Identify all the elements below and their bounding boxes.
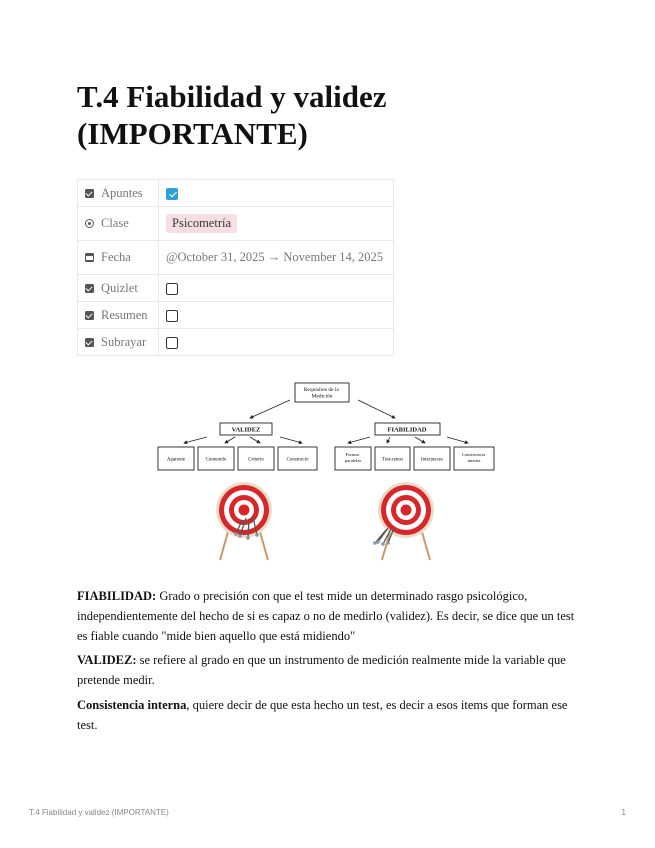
select-property-icon <box>85 219 94 228</box>
property-key: Resumen <box>101 307 148 322</box>
property-subrayar <box>78 329 394 356</box>
property-resumen <box>78 302 394 329</box>
measurement-requirements-diagram <box>150 380 510 565</box>
quizlet-checkbox[interactable] <box>166 283 178 295</box>
fecha-value[interactable]: @October 31, 2025 → November 14, 2025 <box>166 250 384 264</box>
diagram-child-line: interna <box>467 458 481 463</box>
right-target-icon <box>373 482 434 560</box>
diagram-validez-child: Contenido <box>205 457 227 463</box>
paragraph-validez <box>77 650 577 690</box>
diagram-fiabilidad-child-multiline <box>345 452 362 463</box>
resumen-checkbox[interactable] <box>166 310 178 322</box>
checkbox-property-icon <box>85 284 94 293</box>
property-key: Quizlet <box>101 280 138 295</box>
calendar-property-icon <box>85 253 94 262</box>
apuntes-checkbox[interactable] <box>166 188 178 200</box>
diagram-child-line: paralelas <box>344 458 362 463</box>
page-title: T.4 Fiabilidad y validez (IMPORTANTE) <box>77 79 387 151</box>
diagram-validez-label: VALIDEZ <box>231 426 261 434</box>
paragraph-consistencia <box>77 695 577 735</box>
property-quizlet <box>78 275 394 302</box>
diagram-validez-child: Constructo <box>286 457 309 463</box>
term-consistencia: Consistencia interna <box>77 698 187 712</box>
property-clase <box>78 207 394 241</box>
clase-tag[interactable]: Psicometría <box>166 214 237 233</box>
diagram-validez-child: Aparente <box>166 457 186 463</box>
properties-table <box>77 179 394 356</box>
diagram-child-line: Consistencia <box>461 452 486 457</box>
property-key: Clase <box>101 216 129 230</box>
property-key: Subrayar <box>101 334 147 349</box>
footer-title: T.4 Fiabilidad y validez (IMPORTANTE) <box>29 808 169 817</box>
subrayar-checkbox[interactable] <box>166 337 178 349</box>
diagram-fiabilidad-child: Test-retest <box>382 457 403 463</box>
diagram-fiabilidad-label: FIABILIDAD <box>387 426 427 434</box>
checkbox-property-icon <box>85 189 94 198</box>
diagram-root-line: Requisitos de la <box>303 387 339 393</box>
diagram-validez-child: Criterio <box>248 457 264 463</box>
property-key: Apuntes <box>101 185 143 200</box>
term-fiabilidad: FIABILIDAD: <box>77 589 157 603</box>
footer-page-number: 1 <box>621 808 626 817</box>
diagram-child-line: Formas <box>345 452 360 457</box>
property-fecha <box>78 241 394 275</box>
diagram-fiabilidad-child: Interjueces <box>421 457 443 463</box>
property-key: Fecha <box>101 250 131 264</box>
definition-consistencia: , quiere decir de que esta hecho un test, es decir a esos items que forman ese test. <box>77 698 568 732</box>
term-validez: VALIDEZ: <box>77 653 137 667</box>
definition-fiabilidad: Grado o precisión con que el test mide un determinado rasgo psicológico, independientemente del hecho de si es capaz o no de medirlo (validez). Es decir, se dice que un test es fiable cuando "mide bien aquello que está midiendo" <box>77 589 575 643</box>
checkbox-property-icon <box>85 338 94 347</box>
checkbox-property-icon <box>85 311 94 320</box>
diagram-root-line: Medición <box>311 393 333 400</box>
property-apuntes <box>78 180 394 207</box>
left-target-icon <box>216 482 272 560</box>
definition-validez: se refiere al grado en que un instrumento de medición realmente mide la variable que pretende medir. <box>77 653 566 687</box>
paragraph-fiabilidad <box>77 586 577 646</box>
